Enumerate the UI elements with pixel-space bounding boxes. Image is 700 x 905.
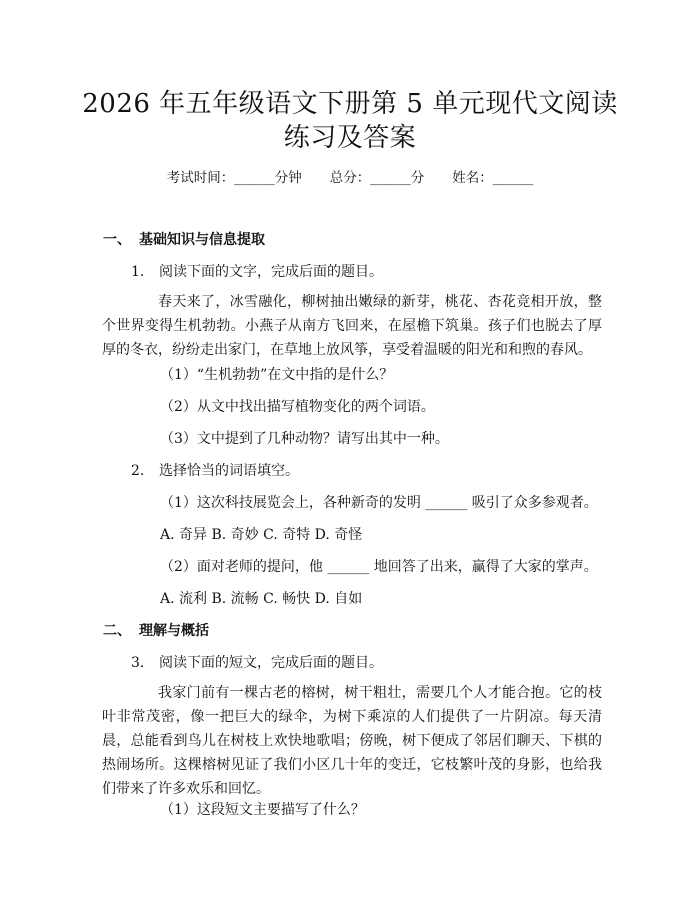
exam-score: 总分：______分 bbox=[329, 170, 425, 186]
question-number: 2. bbox=[131, 463, 145, 479]
answer-options: A. 流利 B. 流畅 C. 畅快 D. 自如 bbox=[160, 591, 363, 607]
exam-info bbox=[0, 168, 700, 188]
sub-question: （1）“生机勃勃”在文中指的是什么？ bbox=[160, 367, 394, 383]
section-title: 基础知识与信息提取 bbox=[139, 232, 265, 248]
question-prompt: 阅读下面的短文，完成后面的题目。 bbox=[159, 655, 383, 671]
question-number: 1. bbox=[131, 264, 145, 280]
question bbox=[131, 653, 383, 673]
reading-passage: 春天来了，冰雪融化，柳树抽出嫩绿的新芽，桃花、杏花竞相开放，整个世界变得生机勃勃。小燕子从南方飞回来，在屋檐下筑巢。孩子们也脱去了厚厚的冬衣，纷纷走出家门，在草地上放风筝，享受着温暖的阳光和和煦的春风。 bbox=[102, 294, 602, 358]
section-heading bbox=[103, 230, 265, 250]
section-title: 理解与概括 bbox=[139, 623, 209, 639]
sub-question: （1）这次科技展览会上，各种新奇的发明 ______ 吸引了众多参观者。 bbox=[160, 495, 598, 511]
document-title-line-1: 2026 年五年级语文下册第 5 单元现代文阅读 bbox=[82, 89, 618, 119]
sub-question: （2）面对老师的提问，他 ______ 地回答了出来，赢得了大家的掌声。 bbox=[160, 559, 598, 575]
exam-time: 考试时间：______分钟 bbox=[166, 170, 302, 186]
question bbox=[131, 262, 383, 282]
sub-question: （2）从文中找出描写植物变化的两个词语。 bbox=[160, 399, 435, 415]
question-prompt: 阅读下面的文字，完成后面的题目。 bbox=[159, 264, 383, 280]
answer-options: A. 奇异 B. 奇妙 C. 奇特 D. 奇怪 bbox=[160, 527, 363, 543]
section-number: 一、 bbox=[103, 232, 131, 248]
sub-question: （3）文中提到了几种动物？请写出其中一种。 bbox=[160, 431, 449, 447]
question bbox=[131, 461, 299, 481]
section-heading bbox=[103, 621, 209, 641]
section-number: 二、 bbox=[103, 623, 131, 639]
reading-passage: 我家门前有一棵古老的榕树，树干粗壮，需要几个人才能合抱。它的枝叶非常茂密，像一把巨大的绿伞，为树下乘凉的人们提供了一片阴凉。每天清晨，总能看到鸟儿在树枝上欢快地歌唱；傍晚，树下便成了邻居们聊天、下棋的热闹场所。这棵榕树见证了我们小区几十年的变迁，它枝繁叶茂的身影，也给我们带来了许多欢乐和回忆。 bbox=[102, 685, 602, 797]
exam-name: 姓名：______ bbox=[452, 170, 534, 186]
document-title-line-2: 练习及答案 bbox=[283, 123, 417, 153]
question-number: 3. bbox=[131, 655, 145, 671]
question-prompt: 选择恰当的词语填空。 bbox=[159, 463, 299, 479]
sub-question: （1）这段短文主要描写了什么？ bbox=[160, 802, 365, 818]
